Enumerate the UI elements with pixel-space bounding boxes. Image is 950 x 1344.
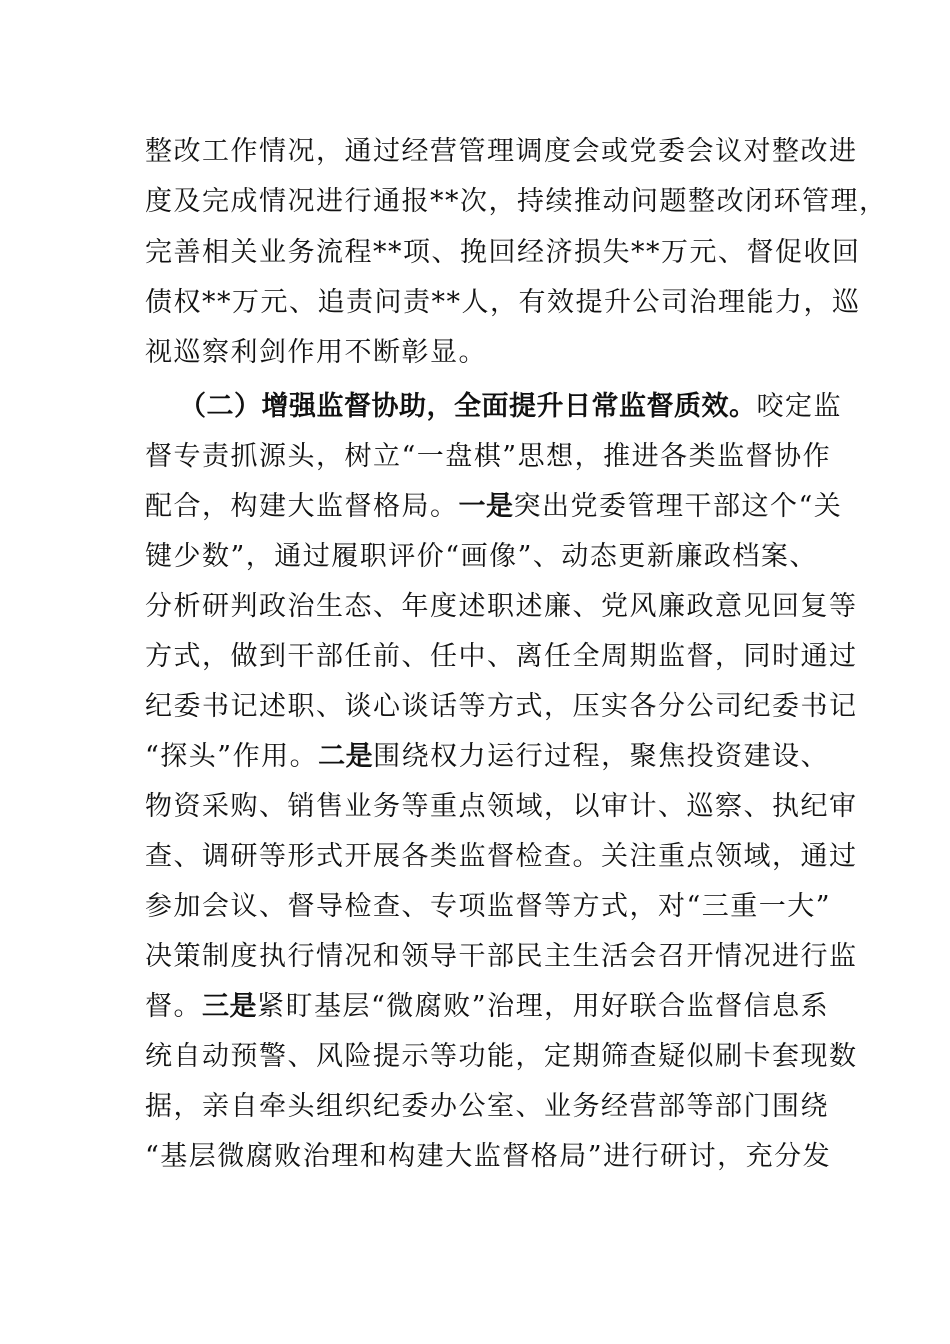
- paragraph-2-line-13-c: 紧盯基层“微腐败”治理，用好联合监督信息系: [257, 991, 830, 1022]
- section-heading: （二）增强监督协助，全面提升日常监督质效。: [179, 391, 757, 422]
- paragraph-1-line-3: 完善相关业务流程**项、挽回经济损失**万元、督促收回: [145, 237, 861, 268]
- paragraph-2-line-3: [0, 482, 950, 532]
- paragraph-1-line-4: 债权**万元、追责问责**人，有效提升公司治理能力，巡: [145, 287, 861, 318]
- paragraph-2-line-11: 参加会议、督导检查、专项监督等方式，对“三重一大”: [145, 891, 832, 922]
- point-two-label: 二是: [318, 741, 374, 772]
- paragraph-2-line-2: 督专责抓源头，树立“一盘棋”思想，推进各类监督协作: [145, 441, 832, 472]
- paragraph-2-line-7: 纪委书记述职、谈心谈话等方式，压实各分公司纪委书记: [145, 691, 858, 722]
- paragraph-1-line-5: 视巡察利剑作用不断彰显。: [145, 337, 487, 368]
- point-one-label: 一是: [458, 491, 514, 522]
- paragraph-2-line-8-a: “探头”作用。: [145, 741, 319, 772]
- paragraph-2-line-12: 决策制度执行情况和领导干部民主生活会召开情况进行监: [145, 941, 858, 972]
- paragraph-2-line-3-a: 配合，构建大监督格局。: [145, 491, 459, 522]
- paragraph-2-line-3-c: 突出党委管理干部这个“关: [513, 491, 843, 522]
- paragraph-2-line-16: “基层微腐败治理和构建大监督格局”进行研讨，充分发: [145, 1141, 832, 1172]
- point-three-label: 三是: [202, 991, 257, 1022]
- paragraph-2-line-8-c: 围绕权力运行过程，聚焦投资建设、: [373, 741, 830, 772]
- paragraph-1-line-1: 整改工作情况，通过经营管理调度会或党委会议对整改进: [145, 136, 858, 167]
- paragraph-2-line-14: 统自动预警、风险提示等功能，定期筛查疑似刷卡套现数: [145, 1041, 858, 1072]
- paragraph-2-line-10: 查、调研等形式开展各类监督检查。关注重点领域，通过: [145, 841, 858, 872]
- paragraph-2-line-9: 物资采购、销售业务等重点领域，以审计、巡察、执纪审: [145, 791, 858, 822]
- paragraph-1-line-2: 度及完成情况进行通报**次，持续推动问题整改闭环管理，: [145, 186, 888, 217]
- paragraph-2-line-5: 分析研判政治生态、年度述职述廉、党风廉政意见回复等: [145, 591, 858, 622]
- paragraph-2-line-6: 方式，做到干部任前、任中、离任全周期监督，同时通过: [145, 641, 858, 672]
- paragraph-2-line-8: [0, 732, 950, 782]
- paragraph-2-line-13-a: 督。: [145, 991, 202, 1022]
- paragraph-2-line-13: [0, 982, 950, 1032]
- paragraph-2-line-1: [0, 382, 950, 432]
- paragraph-2-line-1-rest: 咬定监: [756, 391, 842, 422]
- paragraph-2-line-15: 据，亲自牵头组织纪委办公室、业务经营部等部门围绕: [145, 1091, 829, 1122]
- paragraph-2-line-4: 键少数”，通过履职评价“画像”、动态更新廉政档案、: [145, 541, 818, 572]
